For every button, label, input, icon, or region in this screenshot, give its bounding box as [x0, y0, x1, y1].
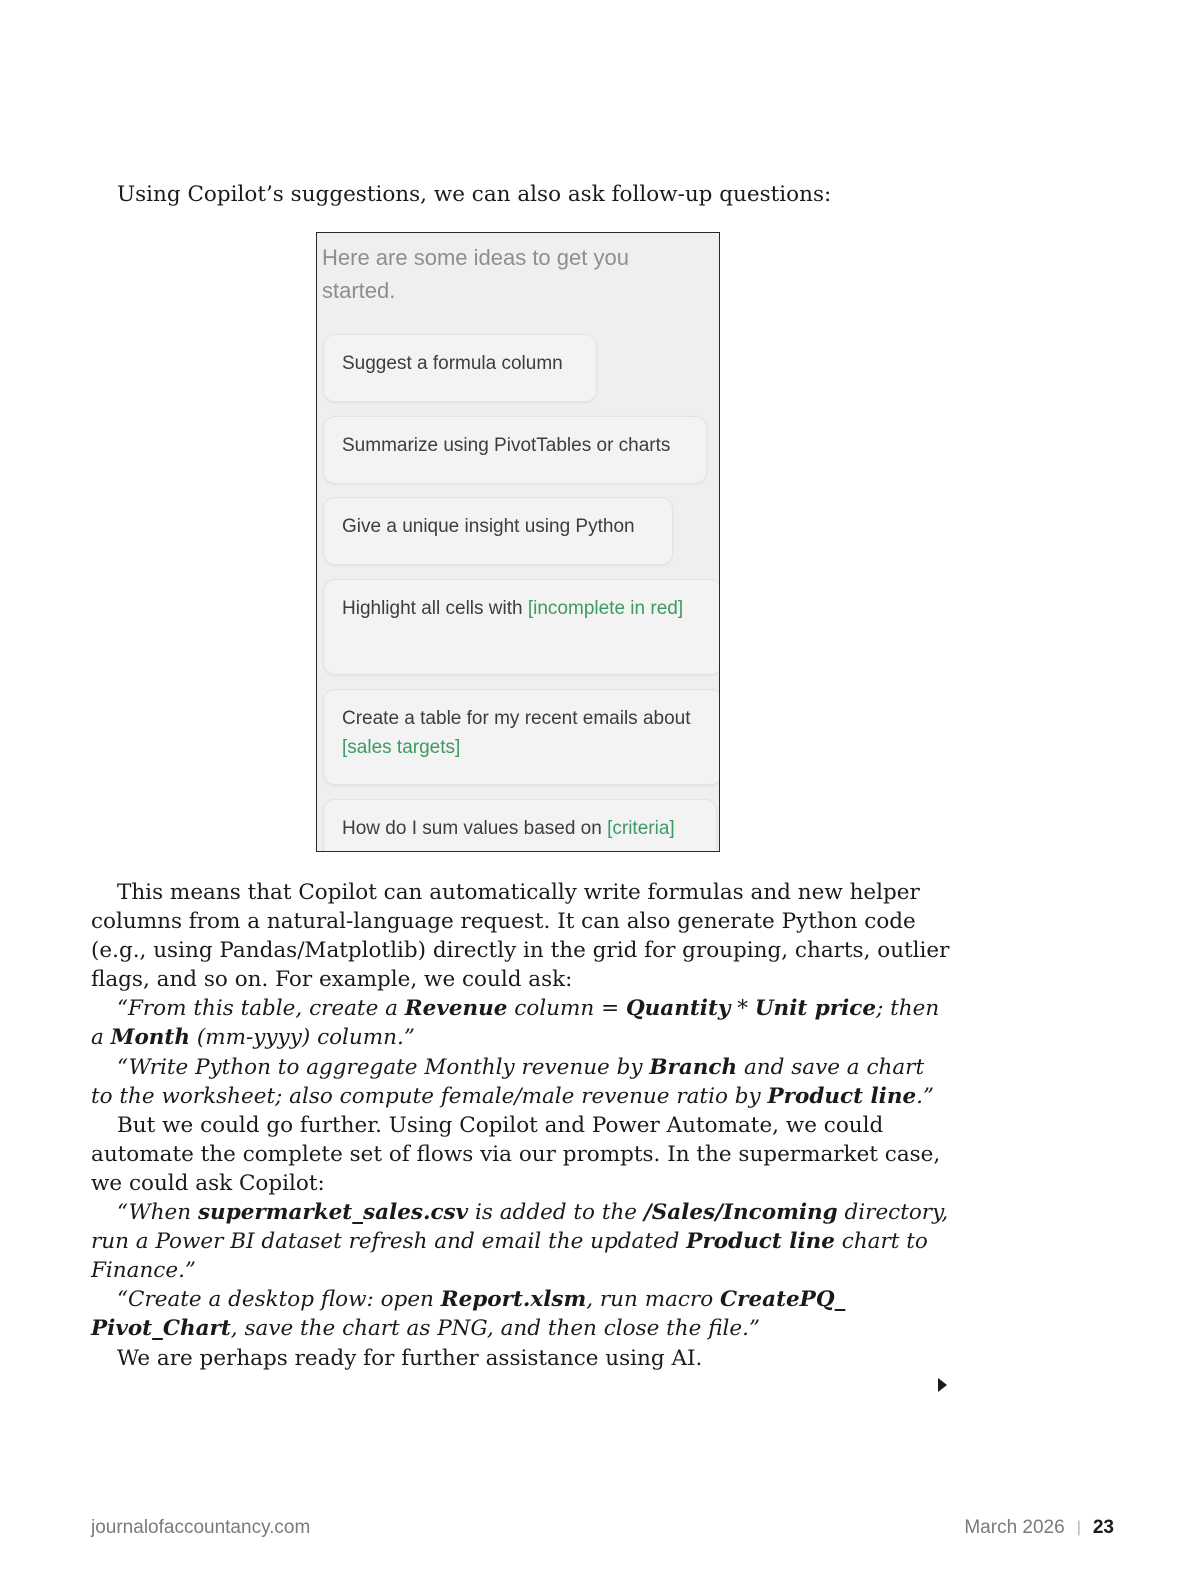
page-number: 23 — [1092, 1517, 1114, 1538]
body-paragraph: This means that Copilot can automatically write formulas and new helper columns from a natural-language request. It can also generate Python code (e.g., using Pandas/Matplotlib) directly in the grid for grouping, charts, outlier flags, and so on. For example, we could ask: — [91, 880, 950, 993]
footer-date: March 2026 — [964, 1517, 1065, 1538]
footer-site: journalofaccountancy.com — [91, 1517, 311, 1538]
example-prompt-4: “Create a desktop flow: open Report.xlsm, run macro CreatePQ_ Pivot_Chart, save the chart as PNG, and then close the file.” — [91, 1287, 846, 1342]
article-body — [91, 878, 951, 1373]
suggestion-variable: [sales targets] — [342, 737, 461, 758]
suggestion-chip[interactable] — [323, 497, 673, 565]
suggestion-chip[interactable] — [323, 689, 720, 785]
copilot-suggestions-screenshot — [316, 232, 720, 852]
suggestion-text: How do I sum values based on — [342, 818, 608, 839]
suggestions-heading: Here are some ideas to get you started. — [322, 245, 629, 303]
intro-paragraph: Using Copilot’s suggestions, we can also ask follow-up questions: — [117, 182, 832, 207]
footer-separator: | — [1076, 1519, 1081, 1536]
suggestion-chip[interactable] — [323, 799, 717, 852]
suggestion-text: Give a unique insight using Python — [342, 516, 635, 537]
body-paragraph: We are perhaps ready for further assistance using AI. — [117, 1345, 703, 1371]
suggestion-text: Create a table for my recent emails about — [342, 708, 691, 729]
footer-page-info — [964, 1517, 1114, 1539]
suggestion-variable: [criteria] — [607, 818, 675, 839]
continue-arrow-icon — [938, 1378, 947, 1392]
suggestion-chip[interactable] — [323, 416, 707, 484]
example-prompt-3: “When supermarket_sales.csv is added to the /Sales/Incoming directory, run a Power BI dataset refresh and email the updated Product line chart to Finance.” — [91, 1200, 949, 1284]
suggestion-text: Summarize using PivotTables or charts — [342, 435, 671, 456]
suggestion-variable: [incomplete in red] — [527, 598, 684, 619]
example-prompt-1: “From this table, create a Revenue column = Quantity * Unit price; then a Month (mm-yyyy) column.” — [91, 996, 940, 1051]
suggestion-chip[interactable] — [323, 579, 720, 675]
suggestion-text: Suggest a formula column — [342, 353, 563, 374]
example-prompt-2: “Write Python to aggregate Monthly revenue by Branch and save a chart to the worksheet; also compute female/male revenue ratio by Product line.” — [91, 1054, 934, 1109]
body-paragraph: But we could go further. Using Copilot and Power Automate, we could automate the complete set of flows via our prompts. In the supermarket case, we could ask Copilot: — [91, 1112, 941, 1196]
suggestion-text: Highlight all cells with — [342, 598, 528, 619]
suggestion-chip[interactable] — [323, 334, 597, 402]
